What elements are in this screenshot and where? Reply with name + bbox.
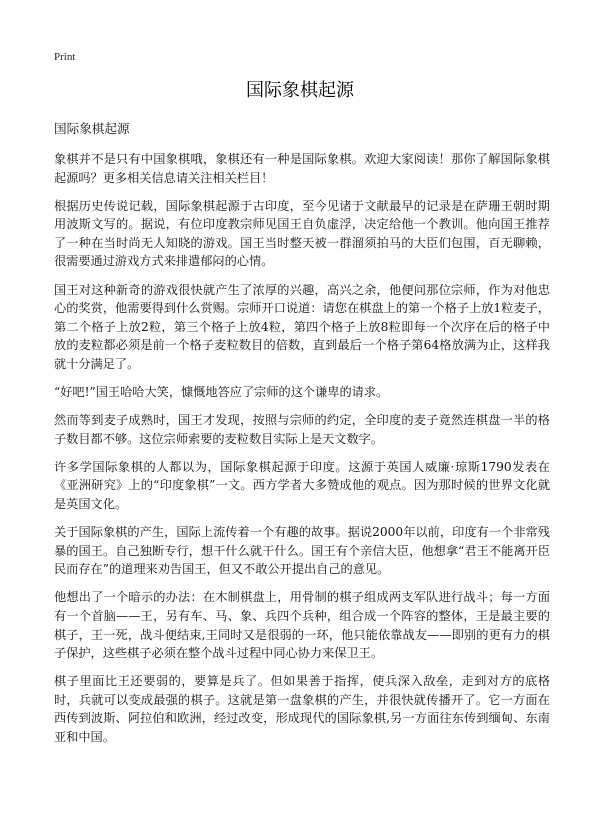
paragraph-astronomical-number: 然而等到麦子成熟时，国王才发现，按照与宗师的约定，全印度的麦子竟然连棋盘一半的格子数目都不够。这位宗师索要的麦粒数目实际上是天文数字。 xyxy=(54,413,550,446)
article-body xyxy=(54,150,550,756)
paragraph-tyrant-king: 关于国际象棋的产生，国际上流传着一个有趣的故事。据说2000年以前，印度有一个非常残暴的国王。自己独断专行，想干什么就干什么。国王有个亲信大臣，他想拿“君王不能离开臣民而存在”的道理来劝告国王，但又不敢公开提出自己的意见。 xyxy=(54,525,550,577)
paragraph-king-agrees: “好吧!”国王哈哈大笑，慷慨地答应了宗师的这个谦卑的请求。 xyxy=(54,385,389,400)
paragraph-wheat-request: 国王对这种新奇的游戏很快就产生了浓厚的兴趣，高兴之余，他便问那位宗师，作为对他忠心的奖赏，他需要得到什么赏赐。宗师开口说道：请您在棋盘上的第一个格子上放1粒麦子，第二个格子上放2粒，第三个格子上放4粒，第四个格子上放8粒即每一个次序在后的格子中放的麦粒都必须是前一个格子麦粒数目的倍数，直到最后一个格子第64格放满为止，这样我就十分满足了。 xyxy=(54,282,550,371)
paragraph-intro: 象棋并不是只有中国象棋哦，象棋还有一种是国际象棋。欢迎大家阅读！那你了解国际象棋起源吗？更多相关信息请关注相关栏目！ xyxy=(54,152,550,185)
paragraph-spread: 棋子里面比王还要弱的，要算是兵了。但如果善于指挥，使兵深入敌垒，走到对方的底格时，兵就可以变成最强的棋子。这就是第一盘象棋的产生，并很快就传播开了。它一方面在西传到波斯、阿拉伯和欧洲，经过改变，形成现代的国际象棋,另一方面往东传到缅甸、东南亚和中国。 xyxy=(54,674,550,745)
print-label: Print xyxy=(54,51,76,63)
paragraph-india-origin: 许多学国际象棋的人都以为，国际象棋起源于印度。这源于英国人威廉·琼斯1790发表在《亚洲研究》上的“印度象棋”一文。西方学者大多赞成他的观点。因为那时候的世界文化就是英国文化。 xyxy=(54,459,550,511)
document-subtitle: 国际象棋起源 xyxy=(54,121,130,136)
paragraph-legend: 根据历史传说记载，国际象棋起源于古印度，至今见诸于文献最早的记录是在萨珊王朝时期用波斯文写的。据说，有位印度教宗师见国王自负虚浮，决定给他一个教训。他向国王推荐了一种在当时尚无人知晓的游戏。国王当时整天被一群溜须拍马的大臣们包围，百无聊赖，很需要通过游戏方式来排遣郁闷的心情。 xyxy=(54,198,550,269)
paragraph-chess-army: 他想出了一个暗示的办法：在木制棋盘上，用骨制的棋子组成两支军队进行战斗；每一方面有一个首脑——王，另有车、马、象、兵四个兵种，组合成一个阵容的整体，王是最主要的棋子，王一死，战斗便结束,王同时又是很弱的一环，他只能依靠战友——即别的更有力的棋子保护，这些棋子必须在整个战斗过程中同心协力来保卫王。 xyxy=(54,590,550,661)
document-title: 国际象棋起源 xyxy=(246,80,354,101)
